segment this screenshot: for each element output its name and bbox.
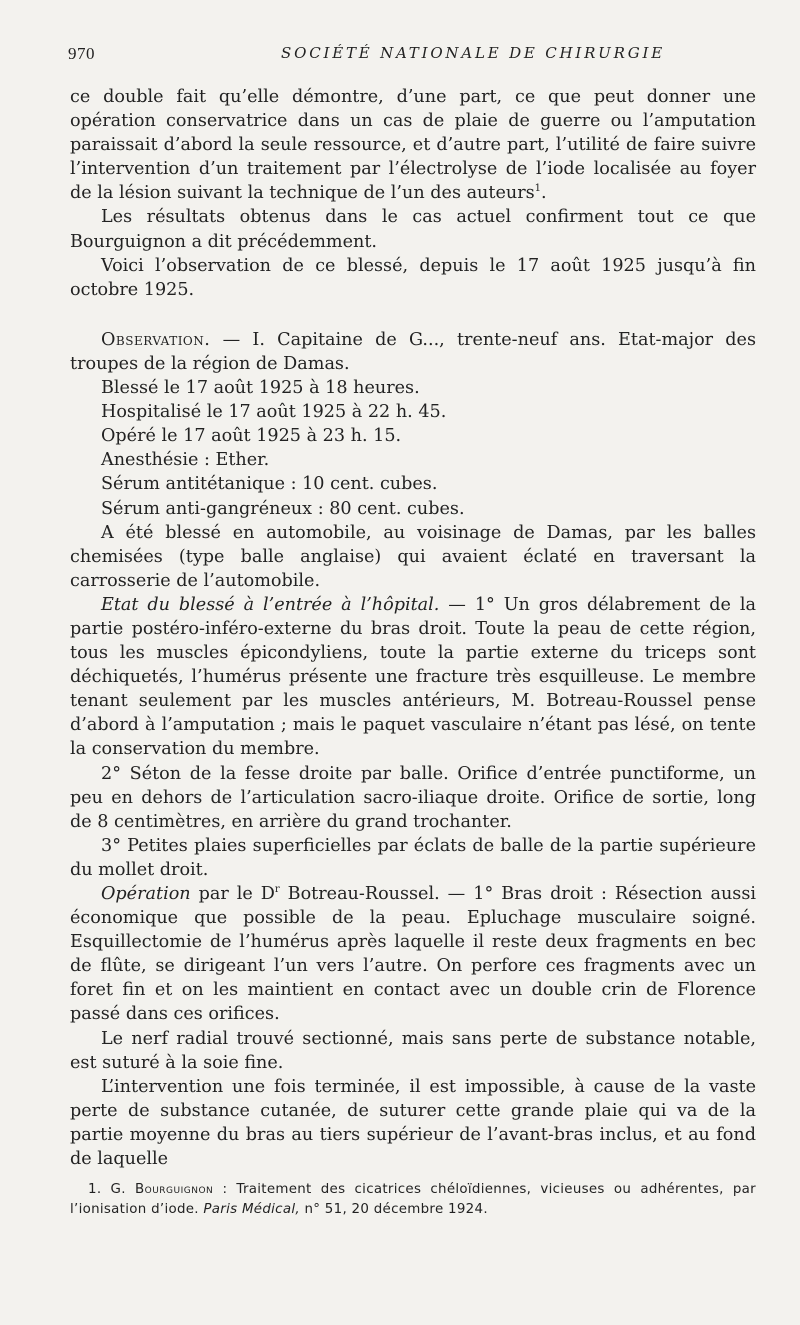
body-text (70, 85, 756, 1171)
paragraph: Le nerf radial trouvé sectionné, mais sans perte de substance notable, est suturé à la soie fine. (70, 1028, 756, 1073)
clinical-line: Sérum antitétanique : 10 cent. cubes. (101, 474, 438, 495)
footnote-text (70, 1180, 756, 1220)
superscript: r (274, 884, 280, 896)
paragraph-text: — 1° Un gros délabrement de la partie postéro-inféro-externe du bras droit. Toute la peau de cette région, tous les muscles épicondyliens, toute la partie externe du triceps sont déchiquetés, l’humérus présente une fracture très esquilleuse. Le membre tenant seulement par les muscles antérieurs, M. Botreau-Roussel pense d’abord à l’amputation ; mais le paquet vasculaire n’étant pas lésé, on tente la conservation du membre. (70, 594, 756, 760)
paragraph (70, 882, 756, 1027)
paragraph (70, 85, 756, 205)
footnote-body: : Traitement des cicatrices chéloïdiennes, vicieuses ou adhérentes, par l’ionisation d’iode. (70, 1182, 756, 1217)
page-number: 970 (68, 44, 95, 63)
paragraph-text-end: . (541, 183, 547, 204)
paragraph-gap (70, 302, 756, 328)
clinical-line: Sérum anti-gangréneux : 80 cent. cubes. (101, 498, 465, 519)
section-label: Opération (101, 884, 191, 904)
paragraph (70, 593, 756, 762)
paragraph: 3° Petites plaies superficielles par éclats de balle de la partie supérieure du mollet droit. (70, 835, 756, 880)
page-header (68, 44, 758, 66)
paragraph-text: Botreau-Roussel. — 1° Bras droit : Résection aussi économique que possible de la peau. Epluchage musculaire soigné. Esquillectomie de l’humérus après laquelle il reste deux fragments en bec de flûte, se dirigeant l’un vers l’autre. On perfore ces fragments avec un foret fin et on les maintient en contact avec un double crin de Florence passé dans ces orifices. (70, 884, 756, 1025)
paragraph-text: par le D (190, 884, 275, 904)
clinical-line: Blessé le 17 août 1925 à 18 heures. (101, 378, 420, 399)
footnote-ref: 1 (534, 183, 542, 195)
clinical-line: Anesthésie : Ether. (101, 450, 270, 471)
clinical-line: Opéré le 17 août 1925 à 23 h. 15. (101, 426, 402, 447)
paragraph: L’intervention une fois terminée, il est impossible, à cause de la vaste perte de substance cutanée, de suturer cette grande plaie qui va de la partie moyenne du bras au tiers supérieur de l’avant-bras inclus, et au fond de laquelle (70, 1076, 756, 1170)
paragraph: Les résultats obtenus dans le cas actuel confirment tout ce que Bourguignon a dit précédemment. (70, 207, 756, 252)
paragraph: 2° Séton de la fesse droite par balle. Orifice d’entrée punctiforme, un peu en dehors de l’articulation sacro-iliaque droite. Orifice de sortie, long de 8 centimètres, en arrière du grand trochanter. (70, 763, 756, 832)
clinical-line: Hospitalisé le 17 août 1925 à 22 h. 45. (101, 402, 447, 423)
footnote-author: Bourguignon (134, 1182, 214, 1197)
footnote-marker: 1. G. (88, 1182, 135, 1197)
section-label: Etat du blessé à l’entrée à l’hôpital. (101, 594, 440, 615)
paragraph: A été blessé en automobile, au voisinage de Damas, par les balles chemisées (type balle anglaise) qui avaient éclaté en traversant la carrosserie de l’automobile. (70, 522, 756, 591)
observation-heading (70, 328, 756, 376)
running-title: SOCIÉTÉ NATIONALE DE CHIRURGIE (281, 44, 665, 62)
footnote-reference: n° 51, 20 décembre 1924. (299, 1202, 488, 1217)
paragraph: Voici l’observation de ce blessé, depuis le 17 août 1925 jusqu’à fin octobre 1925. (70, 255, 756, 300)
footnote (70, 1180, 756, 1220)
footnote-journal: Paris Médical, (203, 1202, 300, 1217)
observation-label: Observation. (101, 329, 211, 350)
observation-text: — I. Capitaine de G..., trente-neuf ans. Etat-major des troupes de la région de Damas. (70, 329, 756, 374)
paragraph-text: ce double fait qu’elle démontre, d’une part, ce que peut donner une opération conservatrice dans un cas de plaie de guerre ou l’amputation paraissait d’abord la seule ressource, et d’autre part, l’utilité de faire suivre l’intervention d’un traitement par l’électrolyse de l’iode localisée au foyer de la lésion suivant la technique de l’un des auteurs (70, 87, 756, 204)
